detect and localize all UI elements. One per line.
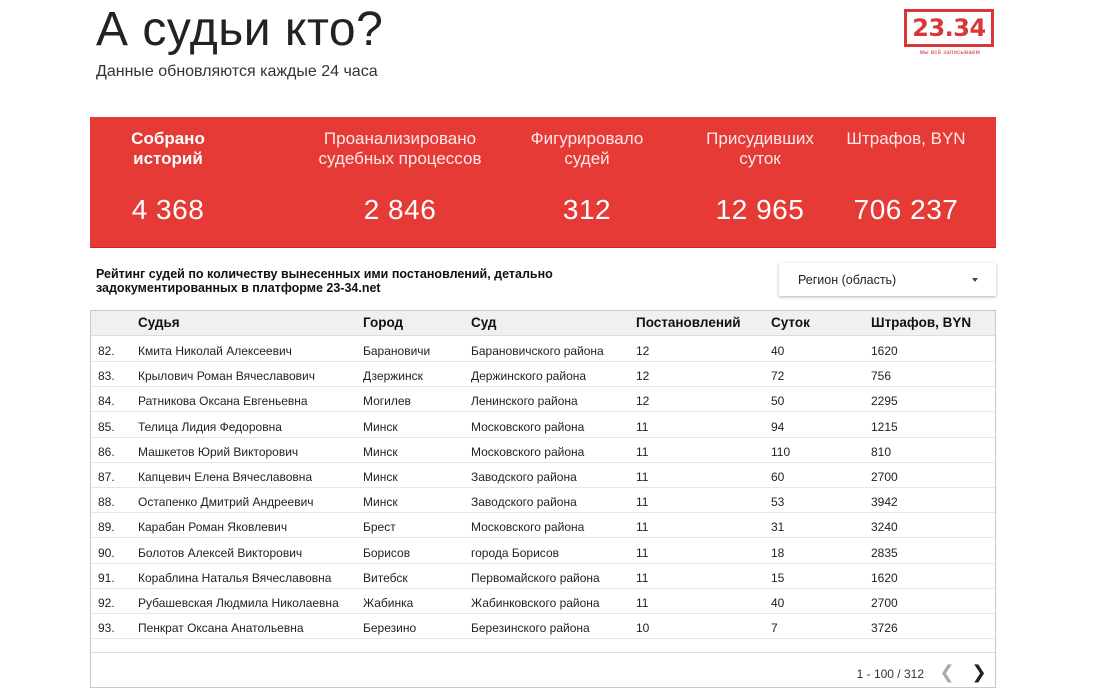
caret-down-icon: [972, 278, 978, 282]
stat-label: Штрафов, BYN: [846, 129, 966, 148]
table-row[interactable]: [91, 589, 995, 614]
judge-name: Крылович Роман Вячеславович: [138, 369, 316, 384]
rulings-count: 11: [636, 419, 649, 434]
court: Жабинковского района: [471, 596, 600, 610]
court: Барановичского района: [471, 344, 604, 358]
days-count: 7: [771, 621, 778, 636]
days-count: 60: [771, 470, 785, 484]
table-row[interactable]: [91, 337, 995, 362]
rulings-count: 12: [636, 394, 650, 409]
region-dropdown-label: Регион (область): [798, 272, 897, 287]
page-subtitle: Данные обновляются каждые 24 часа: [96, 63, 378, 80]
logo[interactable]: [903, 8, 996, 58]
table-header: [91, 311, 995, 336]
logo-frame: [904, 9, 994, 47]
judges-table: [90, 310, 996, 688]
stat-stories: [108, 117, 228, 248]
court: Заводского района: [471, 495, 577, 510]
stat-judges: [512, 117, 662, 248]
days-count: 31: [771, 520, 785, 535]
table-row[interactable]: [91, 413, 995, 438]
table-row[interactable]: [91, 362, 995, 387]
court: города Борисов: [471, 545, 559, 560]
city: Жабинка: [363, 596, 414, 610]
table-body[interactable]: [91, 337, 995, 652]
row-number: 91.: [98, 570, 115, 585]
table-row[interactable]: [91, 488, 995, 513]
days-count: 50: [771, 394, 785, 409]
region-dropdown[interactable]: [779, 263, 996, 296]
column-header-city[interactable]: Город: [363, 315, 404, 330]
table-row[interactable]: [91, 539, 995, 564]
row-number: 90.: [98, 545, 115, 560]
fines-amount: 1215: [871, 419, 898, 434]
court: Московского района: [471, 419, 585, 434]
days-count: 53: [771, 495, 785, 510]
stat-days: [690, 117, 830, 248]
days-count: 72: [771, 369, 785, 384]
stat-label: Присудивших суток: [706, 129, 814, 168]
city: Могилев: [363, 394, 411, 409]
fines-amount: 2700: [871, 470, 898, 484]
logo-tagline: мы всё записываем: [919, 50, 981, 56]
row-number: 84.: [98, 394, 115, 409]
rulings-count: 12: [636, 369, 650, 384]
row-number: 89.: [98, 520, 115, 535]
logo-text: 23.34: [912, 14, 986, 42]
stat-value: 4 368: [131, 194, 205, 225]
days-count: 110: [771, 444, 791, 459]
rulings-count: 11: [636, 444, 649, 459]
days-count: 18: [771, 545, 785, 560]
city: Минск: [363, 419, 398, 434]
rulings-count: 11: [636, 570, 649, 585]
court: Московского района: [471, 520, 585, 535]
row-number: 88.: [98, 495, 115, 510]
rulings-count: 12: [636, 344, 650, 358]
city: Витебск: [363, 570, 408, 585]
court: Березинского района: [471, 621, 590, 636]
row-number: 93.: [98, 621, 115, 636]
rating-caption: Рейтинг судей по количеству вынесенных ими постановлений, детально задокументированных в платформе 23-34.net: [96, 267, 553, 295]
judge-name: Пенкрат Оксана Анатольевна: [138, 621, 304, 636]
fines-amount: 1620: [871, 344, 898, 358]
table-row[interactable]: [91, 614, 995, 639]
judge-name: Болотов Алексей Викторович: [138, 545, 303, 560]
judge-name: Карабан Роман Яковлевич: [138, 520, 288, 535]
judge-name: Капцевич Елена Вячеславовна: [138, 470, 313, 484]
judge-name: Рубашевская Людмила Николаевна: [138, 596, 339, 610]
judge-name: Телица Лидия Федоровна: [138, 419, 282, 434]
city: Минск: [363, 444, 398, 459]
judge-name: Кораблина Наталья Вячеславовна: [138, 570, 332, 585]
row-number: 83.: [98, 369, 115, 384]
column-header-court[interactable]: Суд: [471, 315, 497, 330]
city: Минск: [363, 495, 398, 510]
column-header-fines[interactable]: Штрафов, BYN: [871, 315, 972, 330]
judge-name: Остапенко Дмитрий Андреевич: [138, 495, 314, 510]
days-count: 40: [771, 596, 785, 610]
table-row[interactable]: [91, 564, 995, 589]
city: Березино: [363, 621, 417, 636]
row-number: 92.: [98, 596, 115, 610]
stat-label: Проанализировано судебных процессов: [318, 129, 482, 168]
stat-value: 706 237: [853, 194, 959, 225]
table-row[interactable]: [91, 513, 995, 538]
fines-amount: 1620: [871, 570, 898, 585]
days-count: 40: [771, 344, 785, 358]
rulings-count: 11: [636, 470, 649, 484]
judge-name: Машкетов Юрий Викторович: [138, 444, 299, 459]
city: Борисов: [363, 545, 411, 560]
stat-fines: [842, 117, 970, 248]
pagination: [91, 652, 995, 688]
pagination-range: 1 - 100 / 312: [856, 667, 924, 681]
chevron-right-icon[interactable]: ❯: [971, 661, 987, 682]
stat-processes: [300, 117, 500, 248]
city: Минск: [363, 470, 398, 484]
row-number: 86.: [98, 444, 115, 459]
chevron-left-icon[interactable]: ❮: [939, 661, 955, 682]
row-number: 85.: [98, 419, 115, 434]
rulings-count: 11: [636, 520, 649, 535]
column-header-rulings[interactable]: Постановлений: [636, 315, 741, 330]
fines-amount: 2700: [871, 596, 898, 610]
stat-value: 2 846: [363, 194, 437, 225]
fines-amount: 756: [871, 369, 892, 384]
rulings-count: 11: [636, 545, 649, 560]
city: Барановичи: [363, 344, 431, 358]
stat-value: 12 965: [715, 194, 805, 225]
column-header-days[interactable]: Суток: [771, 315, 810, 330]
rulings-count: 11: [636, 495, 649, 510]
stats-panel: [90, 117, 996, 248]
stat-label: Собрано историй: [131, 129, 205, 168]
row-number: 82.: [98, 344, 115, 358]
table-row[interactable]: [91, 438, 995, 463]
court: Ленинского района: [471, 394, 578, 409]
fines-amount: 3942: [871, 495, 898, 510]
table-row[interactable]: [91, 463, 995, 488]
judge-name: Ратникова Оксана Евгеньевна: [138, 394, 308, 409]
rulings-count: 11: [636, 596, 649, 610]
court: Держинского района: [471, 369, 587, 384]
stat-value: 312: [562, 194, 612, 225]
row-number: 87.: [98, 470, 115, 484]
fines-amount: 3240: [871, 520, 898, 535]
city: Дзержинск: [363, 369, 423, 384]
days-count: 15: [771, 570, 785, 585]
court: Первомайского района: [471, 570, 600, 585]
page-title: А судьи кто?: [96, 3, 384, 56]
days-count: 94: [771, 419, 785, 434]
court: Московского района: [471, 444, 585, 459]
fines-amount: 2835: [871, 545, 898, 560]
city: Брест: [363, 520, 396, 535]
court: Заводского района: [471, 470, 577, 484]
fines-amount: 2295: [871, 394, 898, 409]
rulings-count: 10: [636, 621, 650, 636]
table-row[interactable]: [91, 387, 995, 412]
judge-name: Кмита Николай Алексеевич: [138, 344, 292, 358]
fines-amount: 810: [871, 444, 892, 459]
column-header-judge[interactable]: Судья: [138, 315, 180, 330]
fines-amount: 3726: [871, 621, 898, 636]
stat-label: Фигурировало судей: [530, 129, 644, 168]
